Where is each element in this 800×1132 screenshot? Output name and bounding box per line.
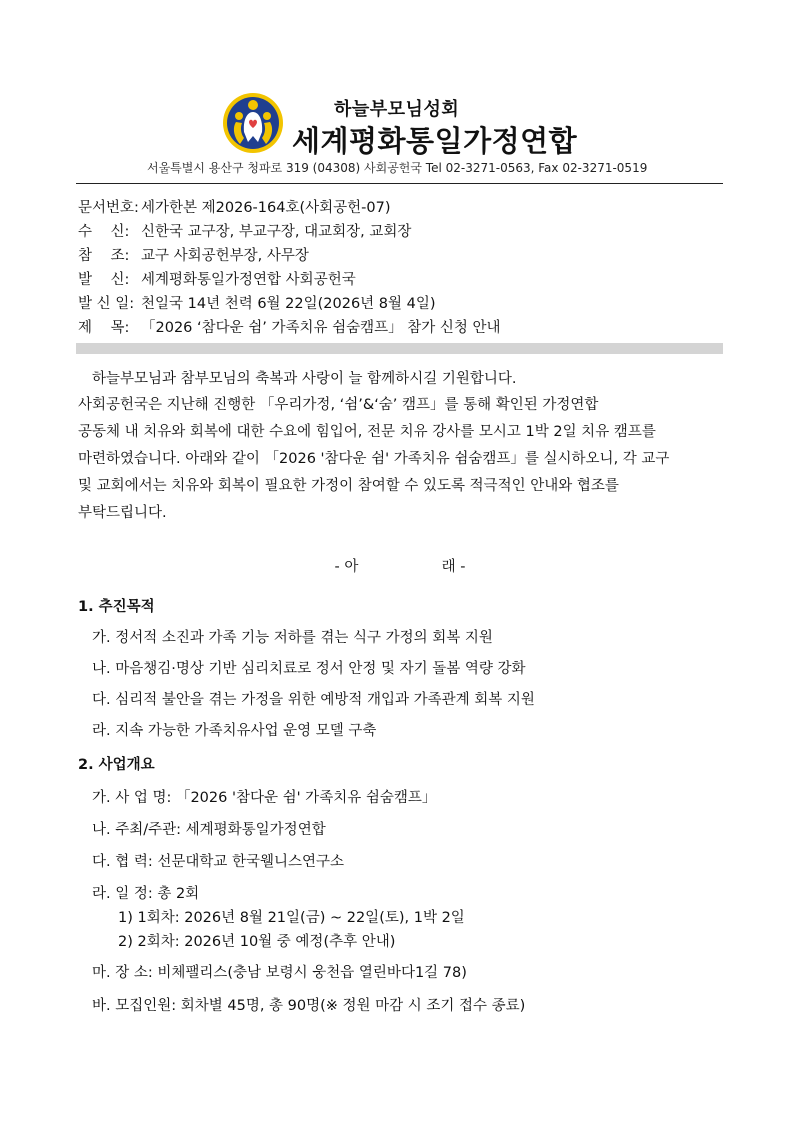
schedule-session-2: 2) 2회차: 2026년 10월 중 예정(추후 안내): [118, 934, 396, 950]
meta-reference: [78, 244, 309, 265]
body-line-5: 부탁드립니다.: [78, 505, 167, 521]
below-heading: [0, 555, 800, 576]
purpose-item: 라. 지속 가능한 가족치유사업 운영 모델 구축: [92, 723, 377, 739]
meta-value: 교구 사회공헌부장, 사무장: [141, 248, 309, 264]
meta-value: 신한국 교구장, 부교구장, 대교회장, 교회장: [141, 224, 412, 240]
meta-label: 수 신:: [78, 224, 130, 240]
org-title: 세계평화통일가정연합: [292, 124, 578, 158]
unification-logo-icon: [222, 92, 284, 154]
overview-capacity: 바. 모집인원: 회차별 45명, 총 90명(※ 정원 마감 시 조기 접수 종료): [92, 998, 526, 1014]
meta-label: 발 신 일:: [78, 296, 135, 312]
body-line-2: 공동체 내 치유와 회복에 대한 수요에 힘입어, 전문 치유 강사를 모시고 1박 2일 치유 캠프를: [78, 424, 656, 440]
org-subtitle: 하늘부모님성회: [334, 99, 460, 120]
meta-sender: [78, 268, 356, 289]
schedule-session-1: 1) 1회차: 2026년 8월 21일(금) ~ 22일(토), 1박 2일: [118, 910, 465, 926]
meta-value: 「2026 ‘참다운 쉼’ 가족치유 쉼숨캠프」 참가 신청 안내: [141, 320, 501, 336]
below-heading-left: - 아: [334, 559, 359, 575]
overview-schedule: 라. 일 정: 총 2회: [92, 886, 200, 902]
purpose-item: 가. 정서적 소진과 가족 기능 저하를 겪는 식구 가정의 회복 지원: [92, 630, 493, 646]
overview-host: 나. 주최/주관: 세계평화통일가정연합: [92, 822, 326, 838]
body-line-1: 사회공헌국은 지난해 진행한 「우리가정, ‘쉼’&‘숨’ 캠프」를 통해 확인된 가정연합: [78, 397, 599, 413]
purpose-item: 다. 심리적 불안을 겪는 가정을 위한 예방적 개입과 가족관계 회복 지원: [92, 692, 535, 708]
greeting-text: 하늘부모님과 참부모님의 축복과 사랑이 늘 함께하시길 기원합니다.: [92, 371, 517, 387]
overview-partner: 다. 협 력: 선문대학교 한국웰니스연구소: [92, 854, 345, 870]
below-heading-right: 래 -: [441, 559, 466, 575]
meta-value: 천일국 14년 천력 6월 22일(2026년 8월 4일): [141, 296, 436, 312]
meta-value: 세계평화통일가정연합 사회공헌국: [141, 272, 356, 288]
overview-project-name: 가. 사 업 명: 「2026 '참다운 쉼' 가족치유 쉼숨캠프」: [92, 790, 437, 806]
section-purpose-title: 1. 추진목적: [78, 599, 155, 615]
overview-venue: 마. 장 소: 비체팰리스(충남 보령시 웅천읍 열린바다1길 78): [92, 965, 467, 981]
subject-divider-bar: [76, 343, 723, 354]
body-line-3: 마련하였습니다. 아래와 같이 「2026 '참다운 쉼' 가족치유 쉼숨캠프」를 실시하오니, 각 교구: [78, 451, 670, 467]
header-divider: [76, 183, 723, 184]
purpose-item: 나. 마음챙김·명상 기반 심리치료로 정서 안정 및 자기 돌봄 역량 강화: [92, 661, 526, 677]
meta-value: 세가한본 제2026-164호(사회공헌-07): [141, 200, 391, 216]
meta-label: 문서번호:: [78, 200, 139, 216]
body-line-4: 및 교회에서는 치유와 회복이 필요한 가정이 참여할 수 있도록 적극적인 안내와 협조를: [78, 478, 619, 494]
org-address: 서울특별시 용산구 청파로 319 (04308) 사회공헌국 Tel 02-3271-0563, Fax 02-3271-0519: [147, 161, 648, 175]
meta-label: 참 조:: [78, 248, 130, 264]
section-overview-title: 2. 사업개요: [78, 757, 155, 773]
meta-subject: [78, 316, 501, 337]
meta-doc-number: [78, 196, 391, 217]
meta-send-date: [78, 292, 436, 313]
meta-label: 발 신:: [78, 272, 130, 288]
meta-label: 제 목:: [78, 320, 130, 336]
meta-recipient: [78, 220, 411, 241]
